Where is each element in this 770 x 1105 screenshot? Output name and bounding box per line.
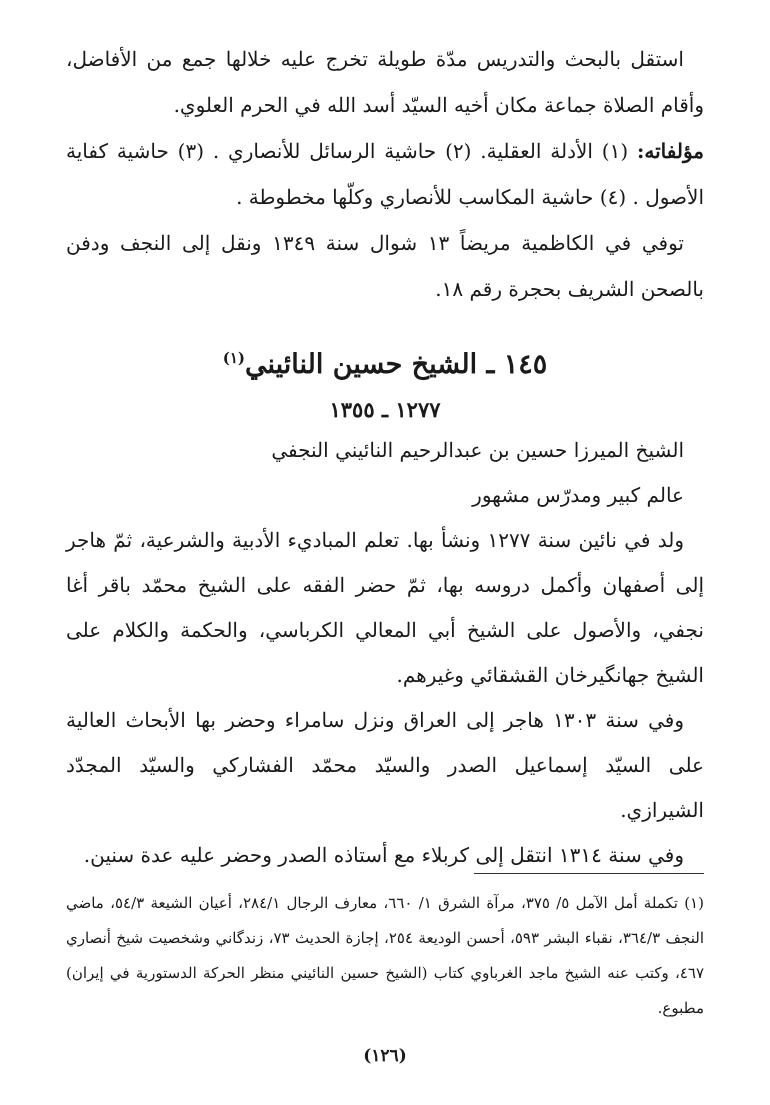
teaching-paragraph: استقل بالبحث والتدريس مدّة طويلة تخرج عليه خلالها جمع من الأفاضل، وأقام الصلاة جماعة مكان أخيه السيّد أسد الله في الحرم العلوي. — [66, 47, 704, 117]
works-label: مؤلفاته: — [636, 139, 705, 163]
works-paragraph — [66, 128, 704, 220]
footnote-marker: (١) — [222, 349, 245, 367]
previous-entry-continuation — [66, 36, 704, 312]
bio-paragraph-2: وفي سنة ١٣٠٣ هاجر إلى العراق ونزل سامراء وحضر بها الأبحاث العالية على السيّد إسماعيل الصدر والسيّد محمّد الفشاركي والسيّد المجدّد الشيرازي. — [66, 708, 704, 822]
works-list: (١) الأدلة العقلية. (٢) حاشية الرسائل للأنصاري . (٣) حاشية كفاية الأصول . (٤) حاشية المكاسب للأنصاري وكلّها مخطوطة . — [66, 139, 704, 209]
death-paragraph: توفي في الكاظمية مريضاً ١٣ شوال سنة ١٣٤٩ ونقل إلى النجف ودفن بالصحن الشريف بحجرة رقم ١٨. — [66, 231, 704, 301]
full-name: الشيخ الميرزا حسين بن عبدالرحيم النائيني النجفي — [271, 438, 684, 462]
page-number: (١٢٦) — [363, 1046, 407, 1066]
footnote-divider — [474, 873, 704, 874]
entry-title — [66, 336, 704, 387]
footnote-1: (١) تكملة أمل الآمل ٥/ ٣٧٥، مرآة الشرق ١/ ٦٦٠، معارف الرجال ٢٨٤/١، أعيان الشيعة ٥٤/٣، ماضي النجف ٣٦٤/٣، نقباء البشر ٥٩٣، أحسن الوديعة ٢٥٤، إجازة الحديث ٧٣، زندگاني وشخصيت شيخ أنصاري ٤٦٧، وكتب عنه الشيخ ماجد الغرباوي كتاب (الشيخ حسين النائيني منظر الحركة الدستورية في إيران) مطبوع. — [66, 894, 704, 1017]
entry-dates: ١٢٧٧ ـ ١٣٥٥ — [329, 397, 441, 422]
entry-title-text: ١٤٥ ـ الشيخ حسين النائيني — [244, 349, 548, 380]
entry-biography — [66, 428, 704, 878]
description: عالم كبير ومدرّس مشهور — [472, 483, 684, 507]
bio-paragraph-3: وفي سنة ١٣١٤ انتقل إلى كربلاء مع أستاذه الصدر وحضر عليه عدة سنين. — [83, 843, 684, 867]
bio-paragraph-1: ولد في نائين سنة ١٢٧٧ ونشأ بها. تعلم المباديء الأدبية والشرعية، ثمّ هاجر إلى أصفهان وأكمل دروسه بها، ثمّ حضر الفقه على الشيخ محمّد باقر أغا نجفي، والأصول على الشيخ أبي المعالي الكرباسي، والحكمة والكلام على الشيخ جهانگيرخان القشقائي وغيرهم. — [66, 528, 704, 687]
footnotes — [66, 886, 704, 1026]
